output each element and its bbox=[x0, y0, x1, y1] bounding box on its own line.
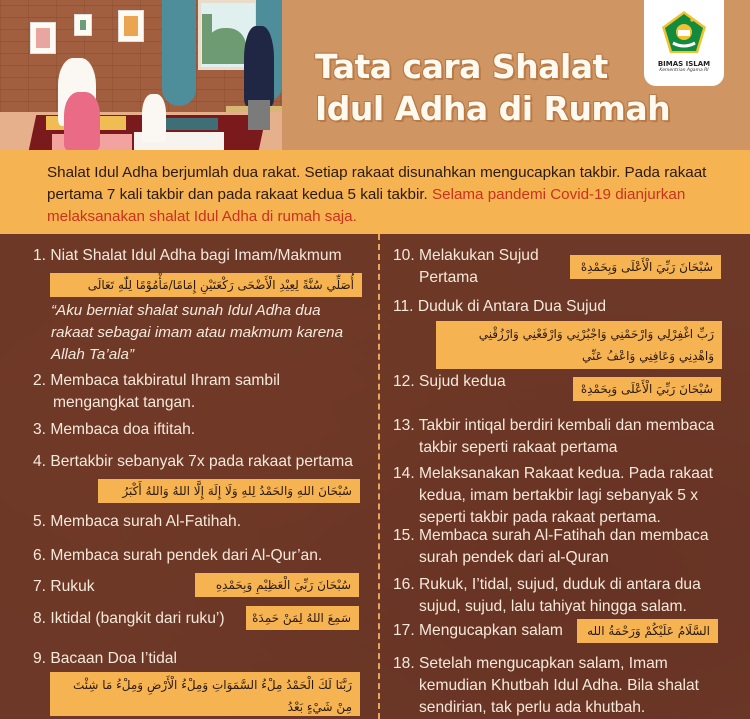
arabic-rukuk: سُبْحَانَ رَبِّيَ الْعَظِيْمِ وَبِحَمْدِهِ bbox=[195, 573, 359, 597]
step-15 bbox=[393, 525, 733, 569]
picture-frame-icon bbox=[118, 10, 144, 42]
header-banner bbox=[0, 0, 750, 150]
step-number: 6. bbox=[33, 547, 47, 564]
step-number: 7. bbox=[33, 578, 47, 595]
step-text: Setelah mengucapkan salam, Imam kemudian Khutbah Idul Adha. Bila shalat sendirian, tak perlu ada khutbah. bbox=[419, 655, 700, 716]
bimas-islam-logo bbox=[644, 0, 724, 86]
step-text: Iktidal (bangkit dari ruku’) bbox=[50, 610, 225, 627]
step-text: Bacaan Doa I’tidal bbox=[50, 650, 177, 667]
arabic-duduk: رَبِّ اغْفِرْلِي وَارْحَمْنِي وَاجْبُرْنِي وَارْفَعْنِي وَارْزُقْنِي وَاهْدِنِي وَعَافِنِي وَاعْفُ عَنِّي bbox=[436, 321, 722, 369]
mosque-icon bbox=[206, 28, 246, 64]
step-text: Membaca doa iftitah. bbox=[50, 421, 196, 438]
logo-name: BIMAS ISLAM bbox=[657, 60, 711, 68]
step-number: 17. bbox=[393, 622, 415, 639]
step-number: 8. bbox=[33, 610, 47, 627]
steps-section bbox=[0, 234, 750, 719]
title-line-1: Tata cara Shalat bbox=[315, 47, 608, 86]
step-1 bbox=[33, 245, 342, 267]
step-9 bbox=[33, 648, 177, 670]
column-divider bbox=[378, 234, 380, 719]
step-16 bbox=[393, 574, 733, 618]
page-title bbox=[315, 46, 670, 130]
step-text: Melakukan Sujud Pertama bbox=[419, 247, 539, 286]
family-praying-illustration bbox=[0, 0, 282, 150]
step-text: Mengucapkan salam bbox=[419, 622, 563, 639]
step-17 bbox=[393, 620, 563, 642]
step-text: Membaca surah pendek dari Al-Qur’an. bbox=[50, 547, 323, 564]
step-8 bbox=[33, 608, 225, 630]
arabic-sujud-2: سُبْحَانَ رَبِّيَ الْأَعْلَى وَبِحَمْدِهْ bbox=[573, 377, 721, 401]
step-text: Rukuk, I’tidal, sujud, duduk di antara dua sujud, sujud, lalu tahiyat hingga salam. bbox=[419, 576, 701, 615]
step-3 bbox=[33, 419, 195, 441]
step-text: Membaca takbiratul Ihram sambil mengangkat tangan. bbox=[50, 372, 281, 411]
picture-frame-icon bbox=[30, 22, 56, 54]
step-2 bbox=[33, 370, 343, 414]
step-number: 14. bbox=[393, 465, 415, 482]
step-text: Duduk di Antara Dua Sujud bbox=[417, 298, 606, 315]
arabic-salam: السَّلَامُ عَلَيْكُمْ وَرَحْمَةُ الله bbox=[577, 619, 718, 643]
logo-subtitle: Kementrian Agama RI bbox=[659, 68, 709, 73]
step-text: Niat Shalat Idul Adha bagi Imam/Makmum bbox=[50, 247, 342, 264]
picture-frame-icon bbox=[74, 14, 92, 36]
step-number: 2. bbox=[33, 372, 47, 389]
step-10 bbox=[393, 245, 553, 289]
step-14 bbox=[393, 463, 733, 529]
step-number: 3. bbox=[33, 421, 47, 438]
step-number: 11. bbox=[393, 298, 414, 315]
step-text: Takbir intiqal berdiri kembali dan membaca takbir seperti rakaat pertama bbox=[418, 417, 715, 456]
kemenag-emblem-icon bbox=[661, 10, 707, 54]
intro-band bbox=[0, 150, 750, 234]
arabic-sujud-1: سُبْحَانَ رَبِّيَ الْأَعْلَى وَبِحَمْدِهْ bbox=[570, 255, 721, 279]
step-number: 4. bbox=[33, 453, 47, 470]
niat-translation: “Aku berniat shalat sunah Idul Adha dua rakaat sebagai imam atau makmum karena Allah Ta’ala” bbox=[51, 302, 344, 363]
step-number: 12. bbox=[393, 373, 415, 390]
arabic-takbir: سُبْحَانَ اللهِ وَالحَمْدُ لِلهِ وَلَا إِلَهَ إِلَّا اللهُ وَاللهُ أَكْبَرُ bbox=[98, 479, 360, 503]
step-6 bbox=[33, 545, 322, 567]
curtain-left bbox=[162, 0, 196, 106]
title-line-2: Idul Adha di Rumah bbox=[315, 89, 671, 128]
step-13 bbox=[393, 415, 733, 459]
arabic-iktidal: سَمِعَ اللهُ لِمَنْ حَمِدَهْ bbox=[246, 606, 359, 630]
step-text: Bertakbir sebanyak 7x pada rakaat pertama bbox=[50, 453, 353, 470]
step-text: Membaca surah Al-Fatihah. bbox=[50, 513, 242, 530]
step-text: Rukuk bbox=[50, 578, 95, 595]
step-7 bbox=[33, 576, 95, 598]
step-number: 10. bbox=[393, 247, 415, 264]
son-figure bbox=[142, 94, 166, 142]
step-12 bbox=[393, 371, 506, 393]
step-5 bbox=[33, 511, 241, 533]
step-text: Membaca surah Al-Fatihah dan membaca surah pendek dari al-Quran bbox=[419, 527, 709, 566]
step-number: 5. bbox=[33, 513, 47, 530]
step-number: 18. bbox=[393, 655, 415, 672]
step-number: 9. bbox=[33, 650, 47, 667]
daughter-figure bbox=[64, 92, 100, 150]
step-number: 16. bbox=[393, 576, 415, 593]
intro-highlight: Selama pandemi Covid-19 dianjurkan melaksanakan shalat Idul Adha di rumah saja. bbox=[47, 186, 686, 225]
step-4 bbox=[33, 451, 353, 473]
step-text: Melaksanakan Rakaat kedua. Pada rakaat kedua, imam bertakbir lagi sebanyak 5 x seperti takbir pada rakaat pertama. bbox=[419, 465, 713, 526]
imam-figure bbox=[244, 26, 274, 106]
step-number: 1. bbox=[33, 247, 47, 264]
intro-text: Shalat Idul Adha berjumlah dua rakat. Setiap rakaat disunahkan mengucapkan takbir. Pada rakaat pertama 7 kali takbir dan pada rakaat kedua 5 kali takbir. bbox=[47, 164, 707, 203]
arabic-doa-itidal: رَبَّنَا لَكَ الْحَمْدُ مِلْءُ السَّمَوَاتِ وَمِلْءُ الْأَرْضِ وَمِلْءُ مَا شِئْتَ مِنْ شَيْءٍ بَعْدُ bbox=[50, 672, 360, 716]
step-number: 13. bbox=[393, 417, 415, 434]
step-number: 15. bbox=[393, 527, 415, 544]
imam-sarong bbox=[248, 100, 270, 130]
step-11 bbox=[393, 296, 606, 318]
step-text: Sujud kedua bbox=[419, 373, 506, 390]
arabic-niat: أُصَلِّي سُنَّةً لِعِيْدِ الْأَضْحَى رَكْعَتَيْنِ إِمَامًا/مَأْمُوْمًا لِلّٰهِ تَعَالَى bbox=[50, 273, 362, 297]
step-18 bbox=[393, 653, 733, 719]
